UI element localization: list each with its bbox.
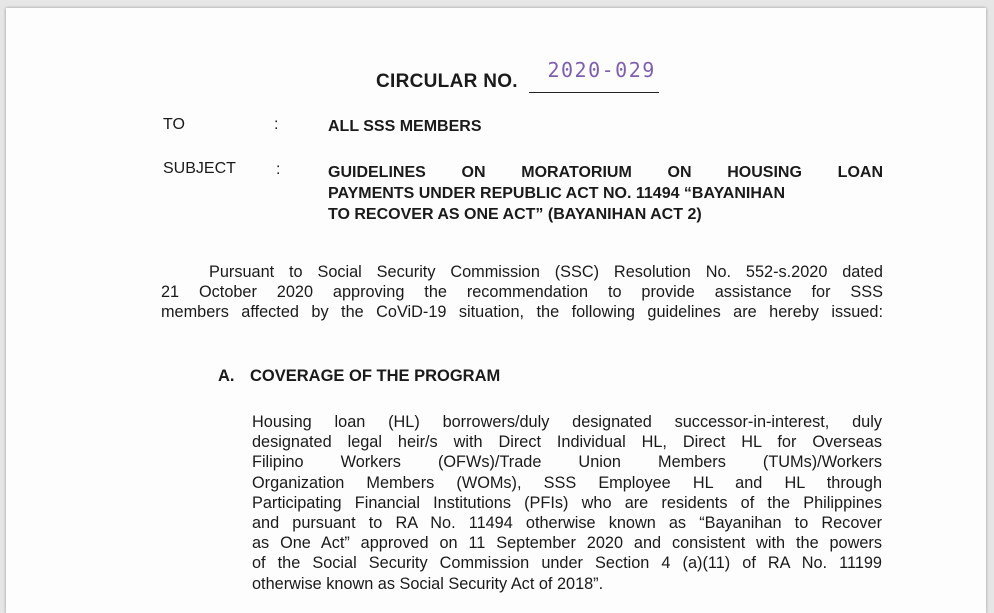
intro-paragraph xyxy=(161,262,883,323)
section-a-line: Organization Members (WOMs), SSS Employee HL and HL through xyxy=(252,473,882,492)
circular-label: CIRCULAR NO. xyxy=(376,71,518,92)
subject-colon: : xyxy=(276,161,281,178)
subject-line: TO RECOVER AS ONE ACT” (BAYANIHAN ACT 2) xyxy=(328,206,702,223)
subject-value xyxy=(328,162,883,225)
to-label: TO xyxy=(163,116,185,133)
document-page xyxy=(6,8,986,613)
section-a-line: Participating Financial Institutions (PFIs) who are residents of the Philippines xyxy=(252,493,882,512)
to-value: ALL SSS MEMBERS xyxy=(328,118,482,135)
section-a-line: Housing loan (HL) borrowers/duly designated successor-in-interest, duly xyxy=(252,413,882,431)
intro-line: Pursuant to Social Security Commission (SSC) Resolution No. 552-s.2020 dated xyxy=(209,263,883,281)
circular-number-stamp: 2020-029 xyxy=(547,58,656,82)
section-a-line: designated legal heir/s with Direct Individual HL, Direct HL for Overseas xyxy=(252,433,882,452)
subject-line: PAYMENTS UNDER REPUBLIC ACT NO. 11494 “BAYANIHAN xyxy=(328,185,785,202)
subject-line: GUIDELINES ON MORATORIUM ON HOUSING LOAN xyxy=(328,164,883,181)
intro-line: members affected by the CoViD-19 situation, the following guidelines are hereby issued: xyxy=(161,303,883,322)
subject-label: SUBJECT xyxy=(163,160,236,177)
circular-number-line xyxy=(529,58,659,93)
section-a-heading xyxy=(218,367,500,386)
to-colon: : xyxy=(274,116,279,133)
section-a-letter: A. xyxy=(218,367,235,385)
section-a-paragraph xyxy=(252,412,882,594)
section-a-line: and pursuant to RA No. 11494 otherwise known as “Bayanihan to Recover xyxy=(252,514,882,533)
section-a-line: otherwise known as Social Security Act of 2018”. xyxy=(252,574,604,593)
section-a-line: of the Social Security Commission under Section 4 (a)(11) of RA No. 11199 xyxy=(252,554,882,573)
circular-title xyxy=(376,58,659,93)
section-a-title: COVERAGE OF THE PROGRAM xyxy=(250,367,501,385)
section-a-line: as One Act” approved on 11 September 2020 and consistent with the powers xyxy=(252,534,882,553)
intro-line: 21 October 2020 approving the recommendation to provide assistance for SSS xyxy=(161,283,883,302)
section-a-line: Filipino Workers (OFWs)/Trade Union Members (TUMs)/Workers xyxy=(252,453,882,472)
